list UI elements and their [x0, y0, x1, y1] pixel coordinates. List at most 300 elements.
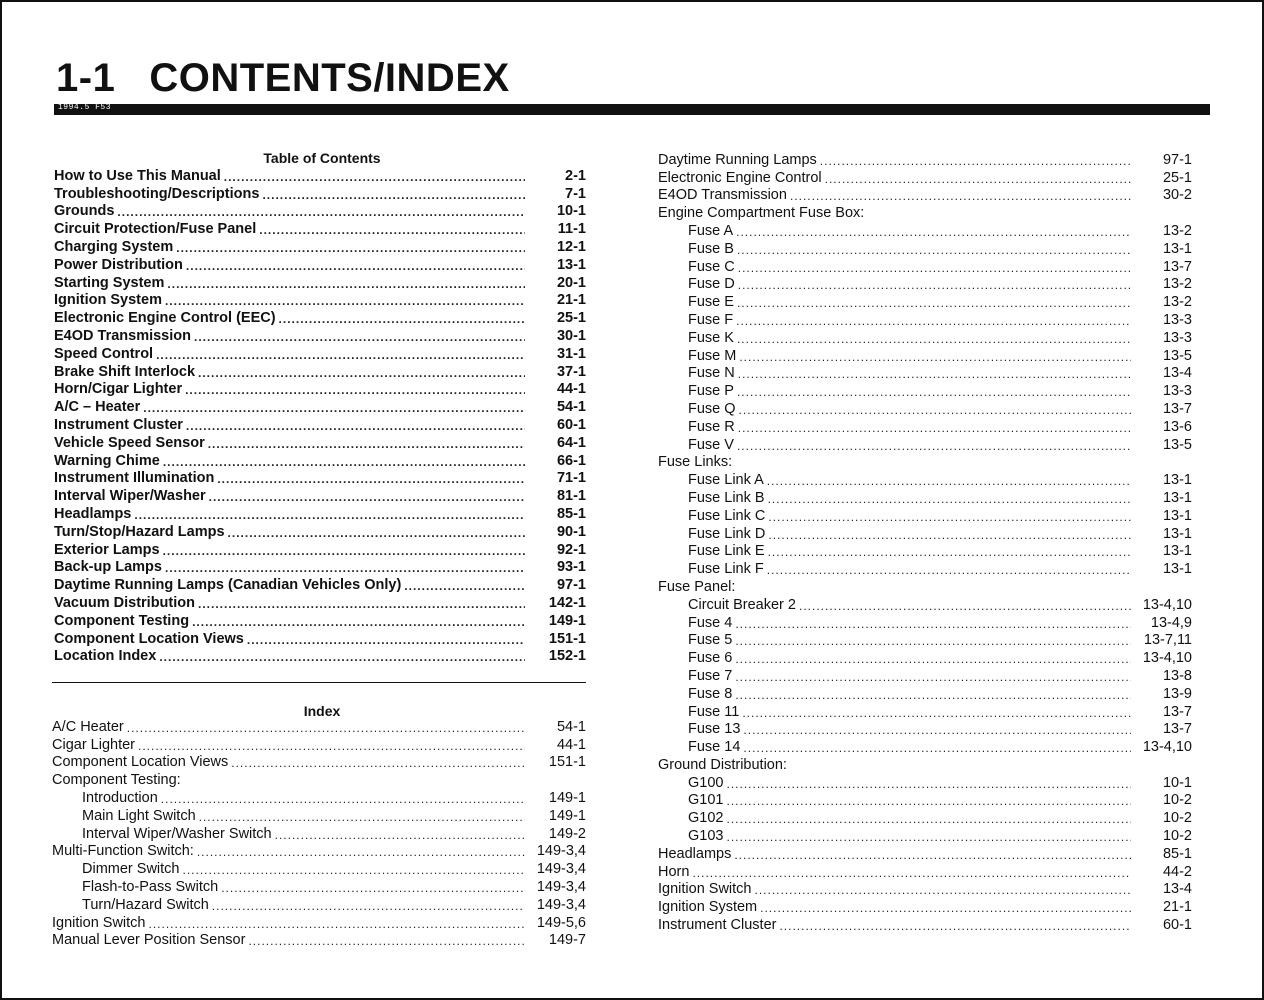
dot-leader	[248, 934, 525, 949]
dot-leader	[192, 615, 525, 630]
entry-label: Fuse D	[688, 276, 735, 293]
index-entry	[658, 827, 1192, 845]
entry-page: 13-5	[1162, 436, 1192, 453]
dot-leader	[737, 243, 1131, 258]
entry-label: Headlamps	[54, 505, 132, 522]
entry-label: Fuse E	[688, 294, 734, 311]
toc-entry	[54, 292, 586, 310]
index-entry	[658, 560, 1192, 578]
entry-label: Fuse K	[688, 329, 734, 346]
index-entry	[658, 471, 1192, 489]
entry-page: 71-1	[556, 470, 586, 487]
entry-page: 30-1	[556, 327, 586, 344]
entry-page: 151-1	[548, 630, 586, 647]
dot-leader	[275, 828, 525, 843]
entry-label: Ignition System	[658, 899, 758, 916]
index-entry	[658, 418, 1192, 436]
dot-leader	[199, 810, 525, 825]
index-entry	[658, 721, 1192, 739]
entry-label: Brake Shift Interlock	[54, 363, 196, 380]
entry-page: 21-1	[556, 292, 586, 309]
entry-label: A/C – Heater	[54, 399, 141, 416]
entry-page: 30-2	[1162, 187, 1192, 204]
entry-label: Fuse 13	[688, 721, 741, 738]
entry-page: 25-1	[1162, 169, 1192, 186]
index-entry	[658, 293, 1192, 311]
dot-leader	[127, 721, 525, 736]
dot-leader	[165, 294, 525, 309]
toc-entry	[54, 274, 586, 292]
entry-page: 13-4,10	[1142, 650, 1192, 667]
toc-entry	[54, 309, 586, 327]
dot-leader	[825, 172, 1131, 187]
index-entry	[658, 222, 1192, 240]
toc-entry	[54, 345, 586, 363]
dot-leader	[163, 544, 525, 559]
entry-label: Daytime Running Lamps	[658, 151, 817, 168]
index-entry	[658, 382, 1192, 400]
index-entry	[658, 596, 1192, 614]
dot-leader	[176, 241, 525, 256]
index-entry	[52, 789, 586, 807]
entry-label: Fuse Panel:	[658, 578, 736, 595]
dot-leader	[799, 599, 1131, 614]
index-entry	[52, 754, 586, 772]
entry-label: Horn/Cigar Lighter	[54, 381, 183, 398]
entry-label: Grounds	[54, 203, 115, 220]
entry-label: Fuse A	[688, 222, 734, 239]
entry-page: 54-1	[556, 399, 586, 416]
index-entry	[658, 845, 1192, 863]
entry-label: Engine Compartment Fuse Box:	[658, 205, 865, 222]
entry-label: Fuse Link F	[688, 561, 764, 578]
entry-label: Speed Control	[54, 345, 154, 362]
index-entry	[52, 807, 586, 825]
index-entry	[658, 649, 1192, 667]
index-entry	[658, 774, 1192, 792]
toc-entry	[54, 559, 586, 577]
entry-page: 90-1	[556, 523, 586, 540]
entry-page: 13-7,11	[1143, 632, 1192, 649]
table-of-contents	[54, 167, 586, 665]
entry-page: 13-4,10	[1142, 596, 1192, 613]
dot-leader	[198, 597, 525, 612]
dot-leader	[404, 579, 525, 594]
dot-leader	[149, 917, 526, 932]
entry-page: 13-6	[1162, 418, 1192, 435]
entry-page: 13-1	[1162, 561, 1192, 578]
dot-leader	[197, 845, 525, 860]
entry-label: Fuse 4	[688, 614, 733, 631]
dot-leader	[134, 508, 525, 523]
entry-label: Main Light Switch	[82, 807, 196, 824]
dot-leader	[760, 901, 1131, 916]
entry-label: Fuse 8	[688, 685, 733, 702]
entry-label: Fuse M	[688, 347, 737, 364]
dot-leader	[735, 652, 1131, 667]
entry-page: 13-1	[556, 256, 586, 273]
dot-leader	[212, 899, 525, 914]
entry-page: 97-1	[556, 577, 586, 594]
index-entry	[658, 436, 1192, 454]
dot-leader	[259, 223, 525, 238]
entry-label: Fuse Link C	[688, 507, 766, 524]
dot-leader	[208, 437, 525, 452]
entry-page: 10-1	[556, 203, 586, 220]
dot-leader	[820, 154, 1131, 169]
dot-leader	[738, 421, 1131, 436]
entry-page: 149-1	[548, 612, 586, 629]
entry-label: Turn/Hazard Switch	[82, 896, 209, 913]
entry-label: Fuse Link E	[688, 543, 765, 560]
entry-page: 10-1	[1162, 774, 1192, 791]
dot-leader	[737, 332, 1131, 347]
index-entry	[658, 809, 1192, 827]
entry-page: 13-4	[1162, 365, 1192, 382]
entry-label: Component Location Views	[54, 630, 244, 647]
index-left-column	[52, 718, 586, 949]
dot-leader	[743, 741, 1131, 756]
dot-leader	[742, 706, 1131, 721]
entry-label: Flash-to-Pass Switch	[82, 878, 219, 895]
toc-entry	[54, 256, 586, 274]
entry-page: 152-1	[548, 648, 586, 665]
entry-label: Location Index	[54, 648, 157, 665]
entry-page: 12-1	[556, 238, 586, 255]
dot-leader	[198, 366, 525, 381]
dot-leader	[228, 526, 525, 541]
dot-leader	[736, 225, 1131, 240]
index-entry	[52, 932, 586, 950]
dot-leader	[224, 170, 525, 185]
entry-page: 97-1	[1162, 151, 1192, 168]
entry-label: Fuse 6	[688, 650, 733, 667]
dot-leader	[217, 472, 525, 487]
entry-label: Ground Distribution:	[658, 756, 787, 773]
entry-label: Component Location Views	[52, 754, 229, 771]
index-entry	[658, 881, 1192, 899]
index-entry	[658, 151, 1192, 169]
dot-leader	[209, 490, 525, 505]
entry-label: Interval Wiper/Washer	[54, 488, 206, 505]
index-entry	[658, 311, 1192, 329]
dot-leader	[247, 633, 525, 648]
entry-page: 10-2	[1162, 810, 1192, 827]
entry-label: Instrument Cluster	[54, 416, 183, 433]
dot-leader	[165, 561, 525, 576]
entry-page: 21-1	[1162, 899, 1192, 916]
entry-page: 13-7	[1162, 258, 1192, 275]
entry-label: Fuse C	[688, 258, 735, 275]
dot-leader	[737, 439, 1131, 454]
index-entry	[658, 329, 1192, 347]
entry-page: 64-1	[556, 434, 586, 451]
entry-page: 13-4,9	[1150, 614, 1192, 631]
dot-leader	[755, 883, 1132, 898]
entry-page: 13-1	[1162, 543, 1192, 560]
index-entry	[658, 507, 1192, 525]
dot-leader	[185, 383, 525, 398]
dot-leader	[692, 866, 1131, 881]
entry-label: Fuse Link B	[688, 489, 765, 506]
toc-entry	[54, 434, 586, 452]
dot-leader	[117, 205, 525, 220]
entry-page: 85-1	[556, 505, 586, 522]
entry-label: Horn	[658, 863, 690, 880]
entry-label: Circuit Breaker 2	[688, 596, 796, 613]
index-entry	[658, 898, 1192, 916]
index-entry	[658, 632, 1192, 650]
entry-label: G102	[688, 810, 724, 827]
entry-page: 20-1	[556, 274, 586, 291]
index-entry	[658, 454, 1192, 472]
index-entry	[52, 736, 586, 754]
index-entry	[658, 204, 1192, 222]
index-entry	[658, 365, 1192, 383]
entry-label: Starting System	[54, 274, 165, 291]
entry-label: Fuse Link D	[688, 525, 766, 542]
toc-entry	[54, 612, 586, 630]
index-entry	[658, 400, 1192, 418]
dot-leader	[279, 312, 525, 327]
toc-entry	[54, 203, 586, 221]
index-entry	[658, 578, 1192, 596]
dot-leader	[737, 296, 1131, 311]
dot-leader	[738, 261, 1131, 276]
toc-entry	[54, 630, 586, 648]
entry-page: 10-2	[1162, 828, 1192, 845]
entry-label: Turn/Stop/Hazard Lamps	[54, 523, 225, 540]
entry-page: 66-1	[556, 452, 586, 469]
section-divider	[52, 682, 586, 683]
dot-leader	[735, 617, 1131, 632]
entry-page: 13-7	[1162, 400, 1192, 417]
entry-page: 13-2	[1162, 276, 1192, 293]
entry-label: Electronic Engine Control	[658, 169, 822, 186]
toc-entry	[54, 452, 586, 470]
toc-entry	[54, 416, 586, 434]
entry-label: Charging System	[54, 238, 174, 255]
entry-page: 60-1	[556, 416, 586, 433]
entry-label: Back-up Lamps	[54, 559, 162, 576]
entry-page: 149-3,4	[536, 843, 586, 860]
entry-page: 13-2	[1162, 294, 1192, 311]
dot-leader	[768, 492, 1131, 507]
dot-leader	[739, 403, 1131, 418]
entry-label: Circuit Protection/Fuse Panel	[54, 221, 257, 238]
index-entry	[658, 756, 1192, 774]
entry-label: Ignition System	[54, 292, 162, 309]
index-entry	[658, 738, 1192, 756]
entry-page: 13-1	[1162, 489, 1192, 506]
entry-page: 44-1	[556, 736, 586, 753]
entry-label: Fuse P	[688, 383, 734, 400]
entry-page: 31-1	[556, 345, 586, 362]
index-entry	[658, 685, 1192, 703]
dot-leader	[726, 830, 1131, 845]
entry-label: Fuse 14	[688, 739, 741, 756]
entry-label: Fuse Links:	[658, 454, 733, 471]
entry-page: 13-1	[1162, 472, 1192, 489]
dot-leader	[768, 528, 1131, 543]
entry-label: Fuse 5	[688, 632, 733, 649]
toc-entry	[54, 363, 586, 381]
toc-entry	[54, 541, 586, 559]
dot-leader	[736, 314, 1131, 329]
entry-label: Headlamps	[658, 845, 732, 862]
section-number: 1-1	[56, 56, 116, 100]
entry-page: 13-1	[1162, 525, 1192, 542]
entry-label: Exterior Lamps	[54, 541, 160, 558]
entry-page: 149-5,6	[536, 914, 586, 931]
entry-label: Electronic Engine Control (EEC)	[54, 310, 276, 327]
entry-label: E4OD Transmission	[658, 187, 787, 204]
dot-leader	[790, 189, 1131, 204]
entry-label: Vacuum Distribution	[54, 594, 195, 611]
dot-leader	[739, 350, 1131, 365]
dot-leader	[143, 401, 525, 416]
dot-leader	[186, 419, 525, 434]
entry-label: G103	[688, 828, 724, 845]
dot-leader	[738, 278, 1131, 293]
entry-label: Ignition Switch	[52, 914, 146, 931]
entry-label: Cigar Lighter	[52, 736, 136, 753]
index-entry	[658, 489, 1192, 507]
dot-leader	[186, 259, 525, 274]
dot-leader	[767, 474, 1131, 489]
entry-page: 54-1	[556, 718, 586, 735]
entry-label: Fuse Link A	[688, 472, 764, 489]
index-entry	[658, 187, 1192, 205]
entry-page: 13-9	[1162, 685, 1192, 702]
toc-entry	[54, 576, 586, 594]
entry-page: 149-3,4	[536, 861, 586, 878]
entry-label: G100	[688, 774, 724, 791]
entry-page: 11-1	[557, 221, 586, 238]
entry-page: 13-8	[1162, 667, 1192, 684]
toc-entry	[54, 238, 586, 256]
entry-page: 149-1	[548, 807, 586, 824]
index-entry	[658, 347, 1192, 365]
entry-label: E4OD Transmission	[54, 327, 191, 344]
index-entry	[658, 258, 1192, 276]
dot-leader	[161, 792, 525, 807]
dot-leader	[138, 739, 525, 754]
dot-leader	[734, 848, 1131, 863]
dot-leader	[156, 348, 525, 363]
dot-leader	[262, 188, 525, 203]
toc-entry	[54, 470, 586, 488]
dot-leader	[726, 794, 1131, 809]
toc-entry	[54, 523, 586, 541]
index-right-column	[658, 151, 1192, 934]
entry-page: 149-3,4	[536, 878, 586, 895]
toc-entry	[54, 381, 586, 399]
entry-label: Power Distribution	[54, 256, 183, 273]
entry-label: Multi-Function Switch:	[52, 843, 194, 860]
entry-page: 92-1	[556, 541, 586, 558]
dot-leader	[735, 688, 1131, 703]
entry-label: Fuse N	[688, 365, 735, 382]
index-entry	[658, 863, 1192, 881]
entry-label: Dimmer Switch	[82, 861, 180, 878]
dot-leader	[735, 634, 1131, 649]
entry-label: A/C Heater	[52, 718, 124, 735]
section-title: CONTENTS/INDEX	[149, 56, 510, 100]
index-heading: Index	[303, 703, 341, 719]
index-entry	[658, 276, 1192, 294]
entry-page: 142-1	[548, 594, 586, 611]
toc-entry	[54, 167, 586, 185]
entry-page: 7-1	[565, 185, 586, 202]
index-entry	[52, 878, 586, 896]
entry-page: 151-1	[548, 754, 586, 771]
dot-leader	[726, 812, 1131, 827]
dot-leader	[768, 545, 1131, 560]
entry-label: G101	[688, 792, 724, 809]
entry-label: Manual Lever Position Sensor	[52, 932, 246, 949]
title-rule	[54, 104, 1210, 115]
entry-label: Introduction	[82, 789, 158, 806]
entry-label: Daytime Running Lamps (Canadian Vehicles Only)	[54, 577, 402, 594]
entry-page: 13-5	[1162, 347, 1192, 364]
index-entry	[658, 614, 1192, 632]
entry-label: Fuse R	[688, 418, 735, 435]
index-entry	[52, 896, 586, 914]
entry-label: Instrument Illumination	[54, 470, 215, 487]
toc-heading: Table of Contents	[263, 150, 381, 166]
dot-leader	[726, 777, 1131, 792]
dot-leader	[194, 330, 525, 345]
entry-page: 149-7	[548, 932, 586, 949]
entry-label: Fuse V	[688, 436, 734, 453]
toc-entry	[54, 594, 586, 612]
dot-leader	[768, 510, 1131, 525]
entry-label: Ignition Switch	[658, 881, 752, 898]
entry-label: Interval Wiper/Washer Switch	[82, 825, 272, 842]
dot-leader	[167, 277, 525, 292]
entry-page: 13-2	[1162, 222, 1192, 239]
dot-leader	[182, 863, 525, 878]
entry-page: 13-1	[1162, 240, 1192, 257]
toc-entry	[54, 398, 586, 416]
entry-page: 13-7	[1162, 721, 1192, 738]
entry-label: Fuse 11	[688, 703, 740, 720]
index-entry	[52, 771, 586, 789]
entry-page: 149-1	[548, 789, 586, 806]
toc-entry	[54, 505, 586, 523]
entry-label: Instrument Cluster	[658, 917, 777, 934]
entry-page: 149-2	[548, 825, 586, 842]
entry-label: Component Testing	[54, 612, 190, 629]
index-entry	[658, 667, 1192, 685]
entry-label: Troubleshooting/Descriptions	[54, 185, 260, 202]
entry-page: 13-1	[1162, 507, 1192, 524]
entry-page: 13-4	[1162, 881, 1192, 898]
index-entry	[52, 914, 586, 932]
index-entry	[52, 718, 586, 736]
entry-page: 13-3	[1162, 383, 1192, 400]
entry-label: Component Testing:	[52, 772, 181, 789]
dot-leader	[779, 919, 1131, 934]
entry-page: 60-1	[1162, 917, 1192, 934]
doc-code: 1994.5 F53	[58, 103, 112, 112]
entry-page: 2-1	[565, 167, 586, 184]
toc-entry	[54, 487, 586, 505]
entry-page: 44-2	[1162, 863, 1192, 880]
entry-label: How to Use This Manual	[54, 167, 221, 184]
entry-page: 93-1	[556, 559, 586, 576]
